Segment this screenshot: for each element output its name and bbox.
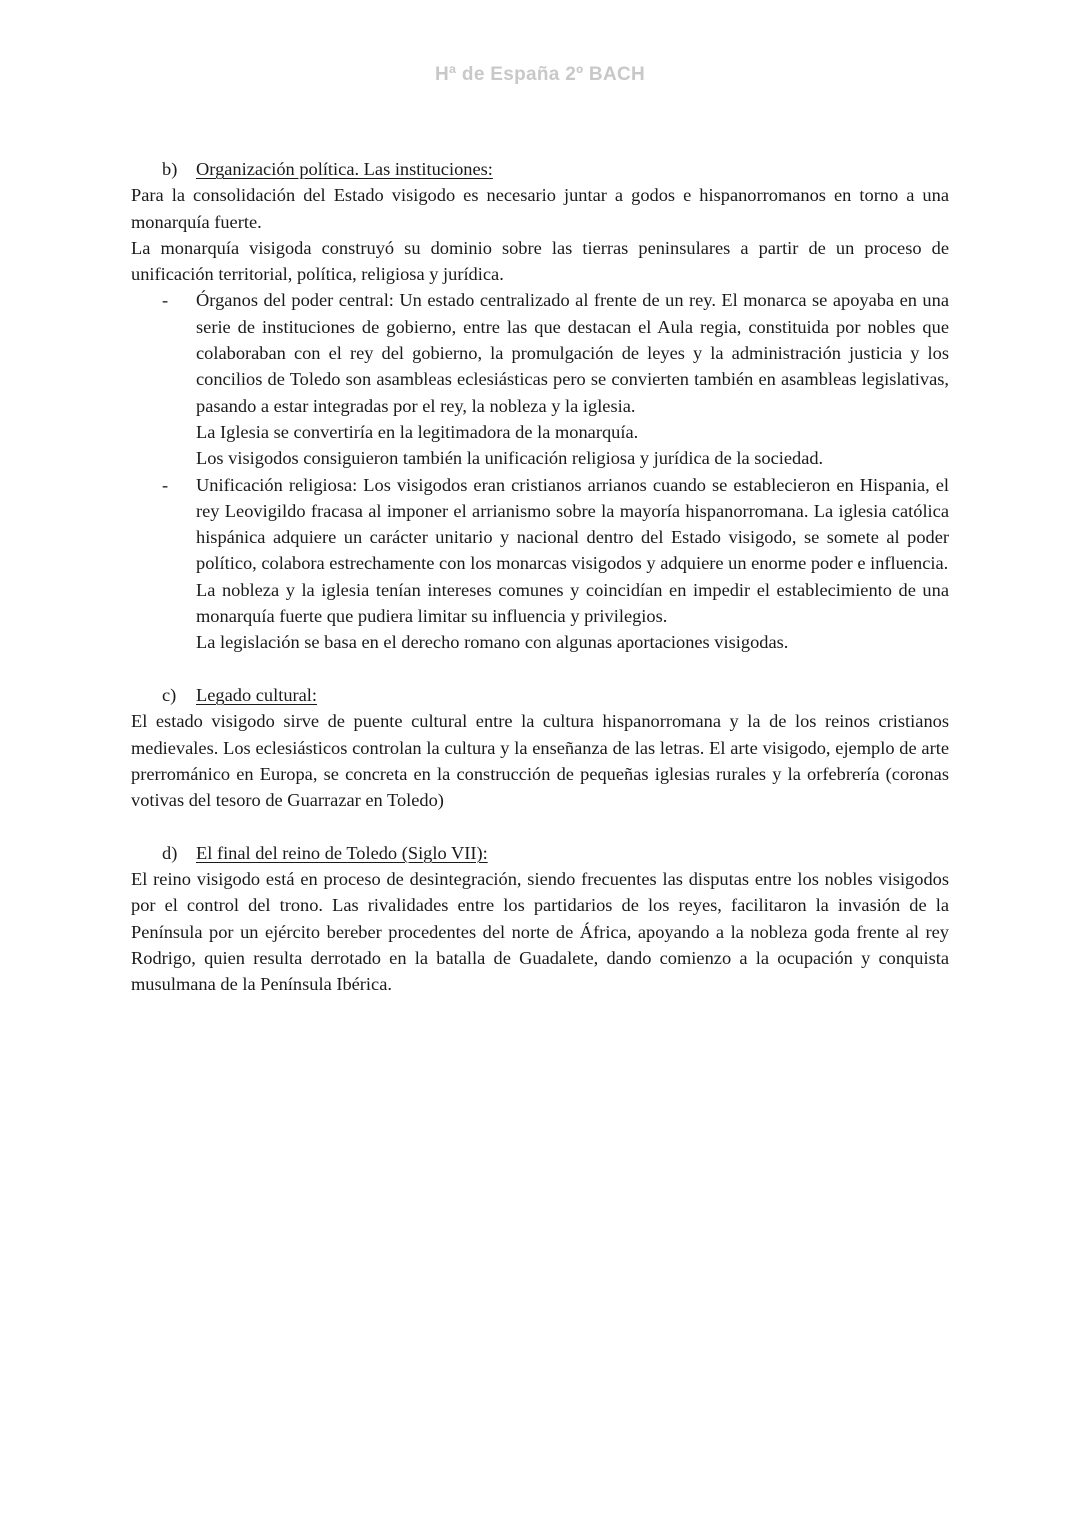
document-body [131, 156, 949, 998]
section-spacer [131, 813, 949, 839]
section-c-marker: c) [162, 684, 177, 705]
section-c-title: Legado cultural: [196, 684, 318, 705]
bullet-2-paragraph-2: La nobleza y la iglesia tenían intereses comunes y coincidían en impedir el establecimiento de una monarquía fuerte que pudiera limitar su influencia y privilegios. [196, 579, 949, 627]
section-b-heading [131, 156, 949, 182]
bullet-1-paragraph-3: Los visigodos consiguieron también la unificación religiosa y jurídica de la sociedad. [196, 448, 824, 469]
section-b-paragraph-1: Para la consolidación del Estado visigodo es necesario juntar a godos e hispanorromanos en torno a una monarquía fuerte. [131, 185, 949, 232]
section-c-heading [131, 682, 949, 708]
section-c-paragraph-1: El estado visigodo sirve de puente cultural entre la cultura hispanorromana y la de los reinos cristianos medievales. Los eclesiásticos controlan la cultura y la enseñanza de las letras. El arte visigodo, ejemplo de arte prerrománico en Europa, se concreta en la construcción de pequeñas iglesias rurales y la orfebrería (coronas votivas del tesoro de Guarrazar en Toledo) [131, 711, 949, 811]
bullet-1-paragraph-2: La Iglesia se convertiría en la legitimadora de la monarquía. [196, 421, 639, 442]
bullet-2-paragraph-3: La legislación se basa en el derecho romano con algunas aportaciones visigodas. [196, 632, 789, 653]
bullet-dash: - [162, 290, 169, 311]
section-d-paragraph-1: El reino visigodo está en proceso de desintegración, siendo frecuentes las disputas entre los nobles visigodos por el control del trono. Las rivalidades entre los partidarios de los reyes, facilitaron la invasión de la Península por un ejército bereber procedentes del norte de África, apoyando a la nobleza goda frente al rey Rodrigo, quien resulta derrotado en la batalla de Guadalete, dando comienzo a la ocupación y conquista musulmana de la Península Ibérica. [131, 869, 949, 995]
section-d-heading [131, 840, 949, 866]
bullet-dash: - [162, 474, 169, 495]
section-d-marker: d) [162, 842, 178, 863]
section-b-paragraph-2: La monarquía visigoda construyó su dominio sobre las tierras peninsulares a partir de un proceso de unificación territorial, política, religiosa y jurídica. [131, 237, 949, 285]
page-header: Hª de España 2º BACH [434, 64, 646, 85]
section-b-marker: b) [162, 159, 178, 179]
section-spacer [131, 656, 949, 682]
section-b-title: Organización política. Las instituciones: [196, 159, 493, 179]
section-d-title: El final del reino de Toledo (Siglo VII): [196, 842, 488, 863]
bullet-unificacion-religiosa [131, 472, 949, 656]
bullet-poder-central [131, 287, 949, 471]
bullet-2-paragraph-1: Unificación religiosa: Los visigodos eran cristianos arrianos cuando se establecieron en Hispania, el rey Leovigildo fracasa al imponer el arrianismo sobre la mayoría hispanorromana. La iglesia católica hispánica adquiere un carácter unitario y nacional dentro del Estado visigodo, se somete al poder político, colabora estrechamente con los monarcas visigodos y adquiere un enorme poder e influencia. [196, 474, 949, 574]
bullet-1-paragraph-1: Órganos del poder central: Un estado centralizado al frente de un rey. El monarca se apoyaba en una serie de instituciones de gobierno, entre las que destacan el Aula regia, constituida por nobles que colaboraban con el rey del gobierno, la promulgación de leyes y la administración justicia y los concilios de Toledo son asambleas eclesiásticas pero se convierten también en asambleas legislativas, pasando a estar integradas por el rey, la nobleza y la iglesia. [196, 290, 949, 416]
